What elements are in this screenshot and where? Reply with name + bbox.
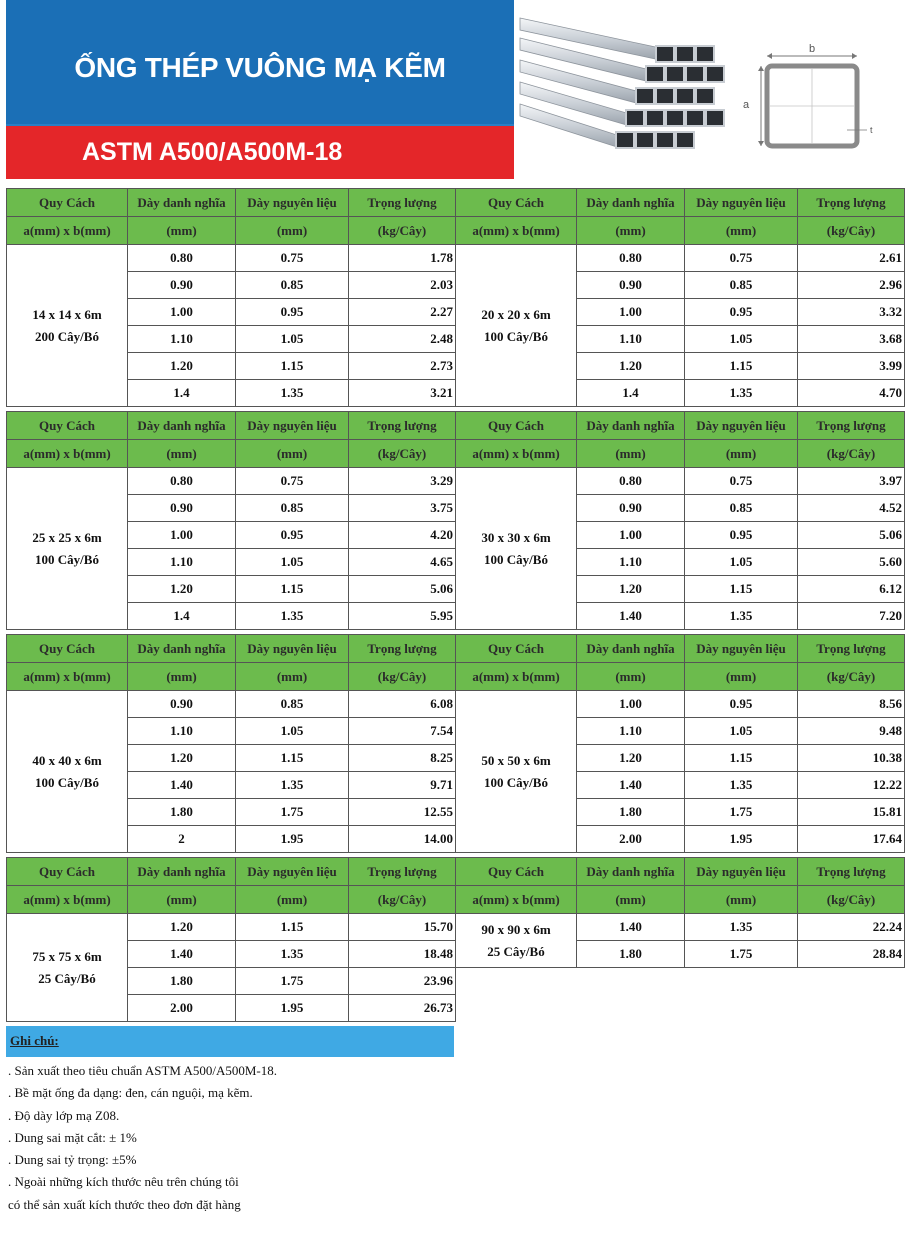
weight-cell: 3.99 [798,353,905,380]
diagram-label-a: a [743,99,750,111]
nominal-thickness-cell: 0.80 [128,468,236,495]
size-label: 14 x 14 x 6m [32,306,102,322]
thickness-nominal-header: (mm) [577,663,685,691]
thickness-nominal-header: (mm) [128,440,236,468]
material-thickness-cell: 0.75 [236,468,349,495]
nominal-thickness-cell: 1.20 [128,914,236,941]
standard-banner [6,124,514,179]
weight-cell: 15.81 [798,799,905,826]
material-thickness-cell: 1.95 [236,826,349,853]
material-thickness-cell: 1.35 [685,772,798,799]
weight-header: (kg/Cây) [798,886,905,914]
spec-col-header: a(mm) x b(mm) [456,886,577,914]
nominal-thickness-cell: 1.10 [577,549,685,576]
bundle-label: 100 Cây/Bó [484,774,548,790]
material-thickness-cell: 1.95 [685,826,798,853]
weight-cell: 10.38 [798,745,905,772]
thickness-material-header: Dày nguyên liệu [685,189,798,217]
spec-table [455,634,905,853]
size-label: 90 x 90 x 6m [481,921,551,937]
material-thickness-cell: 1.75 [685,941,798,968]
table-header-row [7,440,456,468]
nominal-thickness-cell: 1.40 [577,603,685,630]
weight-cell: 7.54 [349,718,456,745]
material-thickness-cell: 1.15 [685,353,798,380]
size-label: 50 x 50 x 6m [481,752,551,768]
nominal-thickness-cell: 2.00 [128,995,236,1022]
nominal-thickness-cell: 0.90 [128,691,236,718]
nominal-thickness-cell: 1.00 [128,522,236,549]
spec-col-header: Quy Cách [456,189,577,217]
nominal-thickness-cell: 1.10 [577,718,685,745]
weight-cell: 3.68 [798,326,905,353]
material-thickness-cell: 1.15 [685,745,798,772]
thickness-nominal-header: (mm) [577,886,685,914]
weight-cell: 5.06 [798,522,905,549]
thickness-nominal-header: (mm) [128,217,236,245]
thickness-nominal-header: Dày danh nghĩa [128,412,236,440]
spec-table [455,857,905,968]
table-row [7,914,456,941]
weight-header: (kg/Cây) [349,440,456,468]
weight-cell: 3.29 [349,468,456,495]
material-thickness-cell: 1.05 [685,718,798,745]
nominal-thickness-cell: 1.20 [128,745,236,772]
weight-header: (kg/Cây) [349,217,456,245]
spec-col-header: Quy Cách [456,635,577,663]
table-header-row [456,858,905,886]
spec-table [6,634,456,853]
weight-header: (kg/Cây) [798,217,905,245]
thickness-material-header: Dày nguyên liệu [236,635,349,663]
material-thickness-cell: 1.15 [236,353,349,380]
nominal-thickness-cell: 1.10 [128,718,236,745]
thickness-nominal-header: (mm) [577,217,685,245]
weight-cell: 5.06 [349,576,456,603]
weight-cell: 12.22 [798,772,905,799]
size-spec-cell [7,245,128,407]
nominal-thickness-cell: 2 [128,826,236,853]
nominal-thickness-cell: 0.80 [577,468,685,495]
note-line: . Sản xuất theo tiêu chuẩn ASTM A500/A500M-18. [8,1063,278,1078]
weight-header: Trọng lượng [349,635,456,663]
thickness-nominal-header: Dày danh nghĩa [128,189,236,217]
bundle-label: 200 Cây/Bó [35,328,99,344]
weight-cell: 4.52 [798,495,905,522]
bundle-label: 100 Cây/Bó [35,551,99,567]
thickness-material-header: Dày nguyên liệu [685,858,798,886]
thickness-material-header: (mm) [236,886,349,914]
spec-col-header: a(mm) x b(mm) [456,440,577,468]
size-label: 75 x 75 x 6m [32,948,102,964]
bundle-label: 25 Cây/Bó [487,943,545,959]
material-thickness-cell: 1.35 [236,941,349,968]
thickness-material-header: (mm) [236,440,349,468]
weight-cell: 9.48 [798,718,905,745]
weight-cell: 22.24 [798,914,905,941]
material-thickness-cell: 0.85 [236,495,349,522]
weight-cell: 18.48 [349,941,456,968]
weight-header: Trọng lượng [349,412,456,440]
spec-col-header: a(mm) x b(mm) [7,440,128,468]
weight-cell: 5.60 [798,549,905,576]
note-line: . Bề mặt ống đa dạng: đen, cán nguội, mạ kẽm. [8,1085,253,1101]
nominal-thickness-cell: 0.90 [577,272,685,299]
nominal-thickness-cell: 1.4 [577,380,685,407]
material-thickness-cell: 0.95 [236,299,349,326]
nominal-thickness-cell: 0.90 [577,495,685,522]
nominal-thickness-cell: 1.20 [577,745,685,772]
thickness-material-header: (mm) [685,440,798,468]
table-header-row [7,663,456,691]
spec-table [455,411,905,630]
nominal-thickness-cell: 1.20 [577,353,685,380]
table-header-row [7,635,456,663]
spec-col-header: a(mm) x b(mm) [7,886,128,914]
spec-table [455,188,905,407]
table-header-row [7,189,456,217]
thickness-material-header: Dày nguyên liệu [236,412,349,440]
thickness-nominal-header: Dày danh nghĩa [577,412,685,440]
size-spec-cell [456,245,577,407]
weight-cell: 9.71 [349,772,456,799]
weight-cell: 8.25 [349,745,456,772]
table-header-row [456,886,905,914]
nominal-thickness-cell: 1.00 [577,691,685,718]
weight-cell: 4.20 [349,522,456,549]
bundle-label: 100 Cây/Bó [484,328,548,344]
nominal-thickness-cell: 0.90 [128,495,236,522]
size-spec-cell [7,691,128,853]
weight-cell: 7.20 [798,603,905,630]
material-thickness-cell: 1.75 [236,799,349,826]
weight-cell: 4.70 [798,380,905,407]
weight-cell: 14.00 [349,826,456,853]
weight-cell: 2.61 [798,245,905,272]
material-thickness-cell: 1.35 [685,603,798,630]
nominal-thickness-cell: 1.10 [577,326,685,353]
table-header-row [456,635,905,663]
nominal-thickness-cell: 2.00 [577,826,685,853]
table-row [7,468,456,495]
material-thickness-cell: 1.15 [236,914,349,941]
weight-cell: 2.96 [798,272,905,299]
weight-cell: 5.95 [349,603,456,630]
material-thickness-cell: 1.05 [236,326,349,353]
weight-header: (kg/Cây) [798,663,905,691]
note-line: . Độ dày lớp mạ Z08. [8,1107,120,1123]
table-header-row [456,663,905,691]
size-spec-cell [7,914,128,1022]
thickness-nominal-header: Dày danh nghĩa [577,189,685,217]
spec-col-header: a(mm) x b(mm) [456,217,577,245]
nominal-thickness-cell: 1.20 [128,353,236,380]
standard-title: ASTM A500/A500M-18 [82,138,343,166]
weight-cell: 3.21 [349,380,456,407]
material-thickness-cell: 1.35 [685,380,798,407]
nominal-thickness-cell: 0.90 [128,272,236,299]
thickness-nominal-header: Dày danh nghĩa [577,635,685,663]
material-thickness-cell: 1.75 [236,968,349,995]
nominal-thickness-cell: 1.40 [577,914,685,941]
nominal-thickness-cell: 0.80 [128,245,236,272]
weight-cell: 15.70 [349,914,456,941]
spec-table [6,857,456,1022]
nominal-thickness-cell: 1.00 [577,522,685,549]
nominal-thickness-cell: 1.80 [128,968,236,995]
material-thickness-cell: 1.35 [236,603,349,630]
material-thickness-cell: 0.75 [236,245,349,272]
nominal-thickness-cell: 1.20 [128,576,236,603]
thickness-material-header: (mm) [685,886,798,914]
size-spec-cell [7,468,128,630]
weight-cell: 4.65 [349,549,456,576]
weight-header: Trọng lượng [349,189,456,217]
weight-cell: 3.32 [798,299,905,326]
spec-table [6,411,456,630]
thickness-material-header: (mm) [236,663,349,691]
weight-cell: 6.12 [798,576,905,603]
weight-cell: 1.78 [349,245,456,272]
thickness-material-header: (mm) [236,217,349,245]
bundle-label: 100 Cây/Bó [484,551,548,567]
diagram-label-b: b [808,43,816,55]
nominal-thickness-cell: 1.80 [577,799,685,826]
weight-header: Trọng lượng [798,189,905,217]
spec-col-header: Quy Cách [7,189,128,217]
weight-cell: 2.73 [349,353,456,380]
nominal-thickness-cell: 1.40 [128,941,236,968]
note-line: có thể sản xuất kích thước theo đơn đặt hàng [8,1196,241,1212]
material-thickness-cell: 0.95 [685,522,798,549]
thickness-nominal-header: (mm) [577,440,685,468]
weight-header: Trọng lượng [798,412,905,440]
weight-cell: 28.84 [798,941,905,968]
table-header-row [456,189,905,217]
thickness-nominal-header: (mm) [128,663,236,691]
weight-cell: 3.75 [349,495,456,522]
thickness-material-header: Dày nguyên liệu [236,858,349,886]
page-title: ỐNG THÉP VUÔNG MẠ KẼM [74,52,446,83]
thickness-material-header: Dày nguyên liệu [685,635,798,663]
size-label: 40 x 40 x 6m [32,752,102,768]
table-header-row [456,440,905,468]
thickness-material-header: (mm) [685,663,798,691]
material-thickness-cell: 1.15 [236,745,349,772]
material-thickness-cell: 1.15 [236,576,349,603]
table-header-row [456,412,905,440]
weight-header: Trọng lượng [798,858,905,886]
size-spec-cell [456,914,577,968]
spec-col-header: a(mm) x b(mm) [456,663,577,691]
material-thickness-cell: 0.95 [685,691,798,718]
spec-col-header: a(mm) x b(mm) [7,217,128,245]
spec-col-header: Quy Cách [456,412,577,440]
thickness-nominal-header: (mm) [128,886,236,914]
thickness-nominal-header: Dày danh nghĩa [577,858,685,886]
material-thickness-cell: 1.95 [236,995,349,1022]
nominal-thickness-cell: 1.80 [577,941,685,968]
weight-cell: 2.27 [349,299,456,326]
weight-header: (kg/Cây) [349,886,456,914]
size-label: 25 x 25 x 6m [32,529,102,545]
material-thickness-cell: 0.85 [236,272,349,299]
material-thickness-cell: 0.85 [685,495,798,522]
weight-cell: 3.97 [798,468,905,495]
nominal-thickness-cell: 1.00 [577,299,685,326]
weight-cell: 26.73 [349,995,456,1022]
material-thickness-cell: 0.95 [236,522,349,549]
material-thickness-cell: 1.05 [685,326,798,353]
table-header-row [7,412,456,440]
weight-cell: 2.48 [349,326,456,353]
notes-heading: Ghi chú: [10,1033,59,1048]
thickness-material-header: Dày nguyên liệu [685,412,798,440]
note-line: . Dung sai mặt cắt: ± 1% [8,1129,137,1145]
material-thickness-cell: 1.05 [236,718,349,745]
nominal-thickness-cell: 1.40 [577,772,685,799]
spec-col-header: Quy Cách [7,858,128,886]
table-header-row [7,858,456,886]
cross-section-diagram [735,38,885,158]
table-header-row [7,217,456,245]
material-thickness-cell: 0.95 [685,299,798,326]
material-thickness-cell: 1.35 [236,380,349,407]
weight-header: Trọng lượng [798,635,905,663]
weight-cell: 17.64 [798,826,905,853]
nominal-thickness-cell: 1.4 [128,603,236,630]
spec-col-header: Quy Cách [456,858,577,886]
nominal-thickness-cell: 1.10 [128,326,236,353]
table-row [7,691,456,718]
weight-cell: 12.55 [349,799,456,826]
table-row [456,691,905,718]
nominal-thickness-cell: 1.4 [128,380,236,407]
spec-col-header: a(mm) x b(mm) [7,663,128,691]
note-line: . Ngoài những kích thước nêu trên chúng tôi [8,1174,239,1190]
material-thickness-cell: 0.85 [236,691,349,718]
weight-cell: 23.96 [349,968,456,995]
square-pipes-image [520,8,730,168]
bundle-label: 25 Cây/Bó [38,970,96,986]
bundle-label: 100 Cây/Bó [35,774,99,790]
nominal-thickness-cell: 1.40 [128,772,236,799]
weight-cell: 6.08 [349,691,456,718]
nominal-thickness-cell: 1.00 [128,299,236,326]
material-thickness-cell: 1.05 [236,549,349,576]
notes-header [6,1026,454,1057]
nominal-thickness-cell: 1.20 [577,576,685,603]
table-header-row [7,886,456,914]
thickness-material-header: (mm) [685,217,798,245]
material-thickness-cell: 1.35 [685,914,798,941]
thickness-material-header: Dày nguyên liệu [236,189,349,217]
material-thickness-cell: 1.15 [685,576,798,603]
weight-header: (kg/Cây) [349,663,456,691]
material-thickness-cell: 0.85 [685,272,798,299]
spec-col-header: Quy Cách [7,635,128,663]
material-thickness-cell: 0.75 [685,468,798,495]
diagram-label-t: t [870,125,873,135]
size-spec-cell [456,468,577,630]
weight-cell: 8.56 [798,691,905,718]
note-line: . Dung sai tỷ trọng: ±5% [8,1152,137,1168]
table-row [456,245,905,272]
material-thickness-cell: 1.05 [685,549,798,576]
weight-header: Trọng lượng [349,858,456,886]
title-banner [6,0,514,124]
table-row [456,468,905,495]
nominal-thickness-cell: 0.80 [577,245,685,272]
table-row [7,245,456,272]
table-header-row [456,217,905,245]
size-label: 30 x 30 x 6m [481,529,551,545]
size-spec-cell [456,691,577,853]
size-label: 20 x 20 x 6m [481,306,551,322]
thickness-nominal-header: Dày danh nghĩa [128,858,236,886]
spec-table [6,188,456,407]
material-thickness-cell: 1.75 [685,799,798,826]
weight-header: (kg/Cây) [798,440,905,468]
nominal-thickness-cell: 1.80 [128,799,236,826]
spec-col-header: Quy Cách [7,412,128,440]
material-thickness-cell: 0.75 [685,245,798,272]
thickness-nominal-header: Dày danh nghĩa [128,635,236,663]
nominal-thickness-cell: 1.10 [128,549,236,576]
material-thickness-cell: 1.35 [236,772,349,799]
notes-list [8,1060,277,1216]
weight-cell: 2.03 [349,272,456,299]
table-row [456,914,905,941]
